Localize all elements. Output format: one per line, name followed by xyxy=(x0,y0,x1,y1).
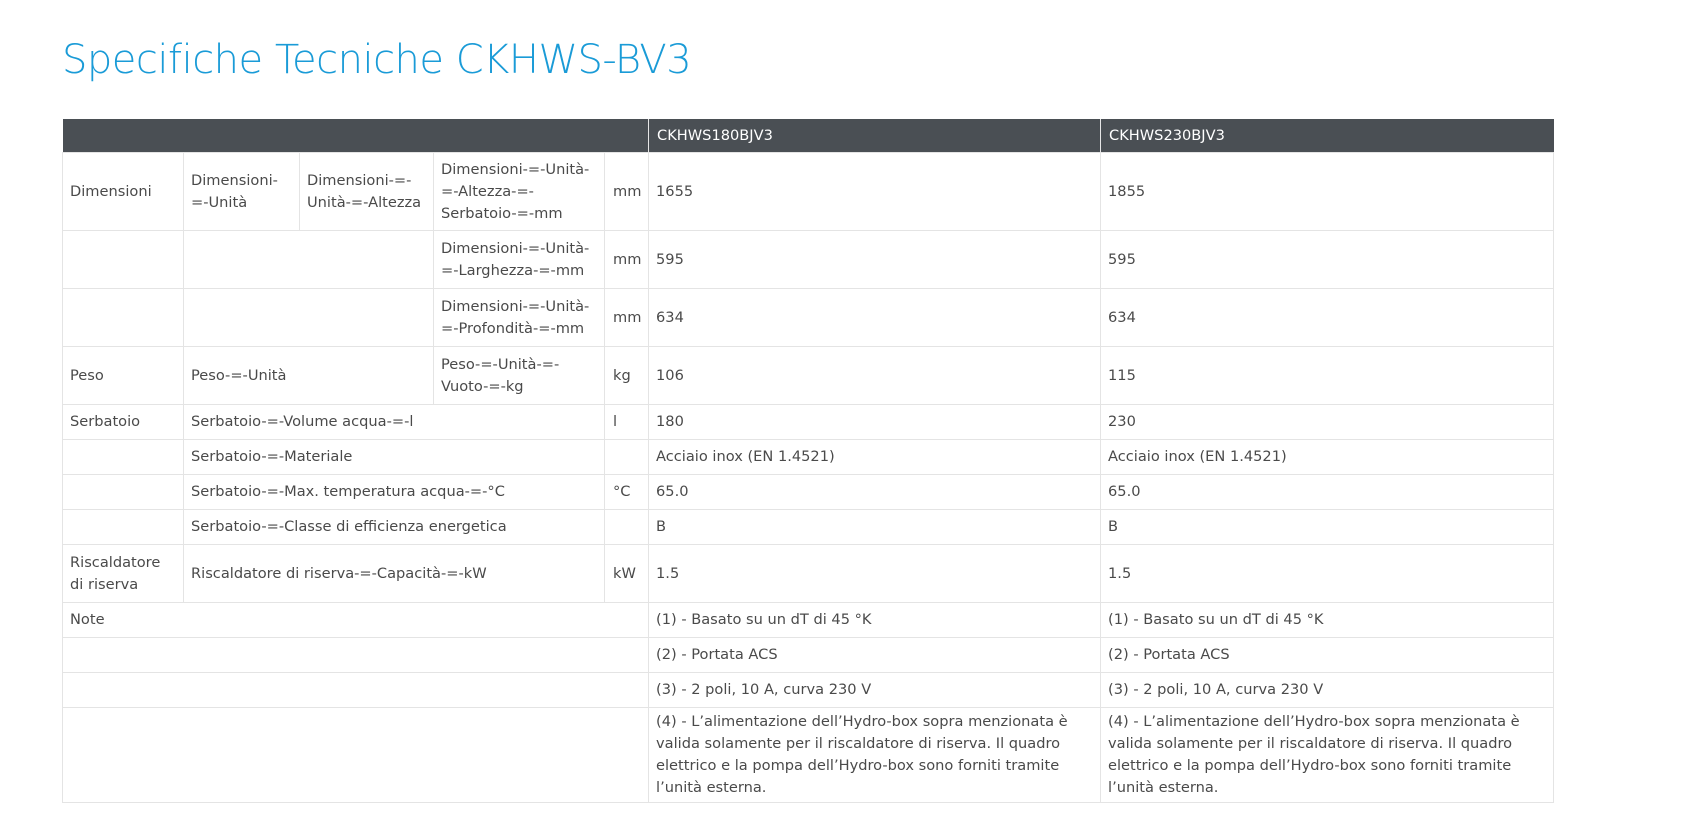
table-row xyxy=(63,475,1554,510)
empty-cell xyxy=(63,673,649,708)
empty-cell xyxy=(63,510,184,545)
empty-cell xyxy=(63,708,649,803)
table-row xyxy=(63,347,1554,405)
table-row xyxy=(63,510,1554,545)
row-value-model-2: 230 xyxy=(1101,405,1554,440)
row-group-label: Serbatoio xyxy=(63,405,184,440)
row-spec-label: Serbatoio-=-Materiale xyxy=(184,440,605,475)
table-row xyxy=(63,405,1554,440)
empty-cell xyxy=(184,231,434,289)
row-unit: kg xyxy=(605,347,649,405)
table-row xyxy=(63,638,1554,673)
spec-table xyxy=(62,119,1554,803)
table-row xyxy=(63,673,1554,708)
table-row xyxy=(63,708,1554,803)
empty-cell xyxy=(63,638,649,673)
empty-cell xyxy=(63,475,184,510)
row-value-model-2: 1855 xyxy=(1101,153,1554,231)
row-unit: mm xyxy=(605,289,649,347)
note-model-2: (3) - 2 poli, 10 A, curva 230 V xyxy=(1101,673,1554,708)
row-value-model-2: B xyxy=(1101,510,1554,545)
row-spec-label: Dimensioni-=-Unità-=-Altezza-=-Serbatoio-=-mm xyxy=(434,153,605,231)
row-spec-label: Dimensioni-=-Unità-=-Larghezza-=-mm xyxy=(434,231,605,289)
spec-table-header xyxy=(63,119,1554,153)
row-group-label: Peso xyxy=(63,347,184,405)
note-model-1: (2) - Portata ACS xyxy=(649,638,1101,673)
spec-table-body xyxy=(63,153,1554,803)
table-row xyxy=(63,289,1554,347)
row-group-label: Note xyxy=(63,603,649,638)
row-value-model-1: 180 xyxy=(649,405,1101,440)
row-spec-label: Dimensioni-=-Unità-=-Profondità-=-mm xyxy=(434,289,605,347)
row-value-model-2: Acciaio inox (EN 1.4521) xyxy=(1101,440,1554,475)
row-value-model-1: 634 xyxy=(649,289,1101,347)
note-model-1: (4) - L’alimentazione dell’Hydro-box sopra menzionata è valida solamente per il riscaldatore di riserva. Il quadro elettrico e la pompa dell’Hydro-box sono forniti tramite l’unità esterna. xyxy=(649,708,1101,803)
row-sub-label: Dimensioni-=-Unità-=-Altezza xyxy=(300,153,434,231)
row-spec-label: Riscaldatore di riserva-=-Capacità-=-kW xyxy=(184,545,605,603)
row-spec-label: Serbatoio-=-Volume acqua-=-l xyxy=(184,405,605,440)
row-value-model-1: B xyxy=(649,510,1101,545)
row-unit: mm xyxy=(605,153,649,231)
row-group-label: Riscaldatore di riserva xyxy=(63,545,184,603)
row-sub-label: Peso-=-Unità xyxy=(184,347,434,405)
note-model-2: (4) - L’alimentazione dell’Hydro-box sopra menzionata è valida solamente per il riscaldatore di riserva. Il quadro elettrico e la pompa dell’Hydro-box sono forniti tramite l’unità esterna. xyxy=(1101,708,1554,803)
header-row xyxy=(63,119,1554,153)
row-value-model-1: 1.5 xyxy=(649,545,1101,603)
row-value-model-2: 595 xyxy=(1101,231,1554,289)
row-value-model-1: 1655 xyxy=(649,153,1101,231)
empty-cell xyxy=(63,289,184,347)
row-unit: kW xyxy=(605,545,649,603)
row-value-model-2: 65.0 xyxy=(1101,475,1554,510)
empty-cell xyxy=(63,440,184,475)
table-row xyxy=(63,603,1554,638)
table-row xyxy=(63,231,1554,289)
header-blank-cell xyxy=(63,119,649,153)
row-value-model-2: 634 xyxy=(1101,289,1554,347)
note-model-1: (1) - Basato su un dT di 45 °K xyxy=(649,603,1101,638)
row-value-model-2: 1.5 xyxy=(1101,545,1554,603)
row-value-model-1: 595 xyxy=(649,231,1101,289)
empty-cell xyxy=(184,289,434,347)
note-model-2: (2) - Portata ACS xyxy=(1101,638,1554,673)
row-unit: l xyxy=(605,405,649,440)
row-spec-label: Peso-=-Unità-=-Vuoto-=-kg xyxy=(434,347,605,405)
row-group-label: Dimensioni xyxy=(63,153,184,231)
row-unit: °C xyxy=(605,475,649,510)
row-value-model-1: 106 xyxy=(649,347,1101,405)
note-model-2: (1) - Basato su un dT di 45 °K xyxy=(1101,603,1554,638)
header-model-1: CKHWS180BJV3 xyxy=(649,119,1101,153)
row-value-model-1: 65.0 xyxy=(649,475,1101,510)
row-spec-label: Serbatoio-=-Max. temperatura acqua-=-°C xyxy=(184,475,605,510)
row-unit xyxy=(605,510,649,545)
row-unit xyxy=(605,440,649,475)
page-title: Specifiche Tecniche CKHWS-BV3 xyxy=(62,37,692,83)
row-unit: mm xyxy=(605,231,649,289)
table-row xyxy=(63,153,1554,231)
row-spec-label: Serbatoio-=-Classe di efficienza energetica xyxy=(184,510,605,545)
table-row xyxy=(63,440,1554,475)
table-row xyxy=(63,545,1554,603)
note-model-1: (3) - 2 poli, 10 A, curva 230 V xyxy=(649,673,1101,708)
header-model-2: CKHWS230BJV3 xyxy=(1101,119,1554,153)
row-value-model-2: 115 xyxy=(1101,347,1554,405)
row-sub-label: Dimensioni-=-Unità xyxy=(184,153,300,231)
empty-cell xyxy=(63,231,184,289)
row-value-model-1: Acciaio inox (EN 1.4521) xyxy=(649,440,1101,475)
